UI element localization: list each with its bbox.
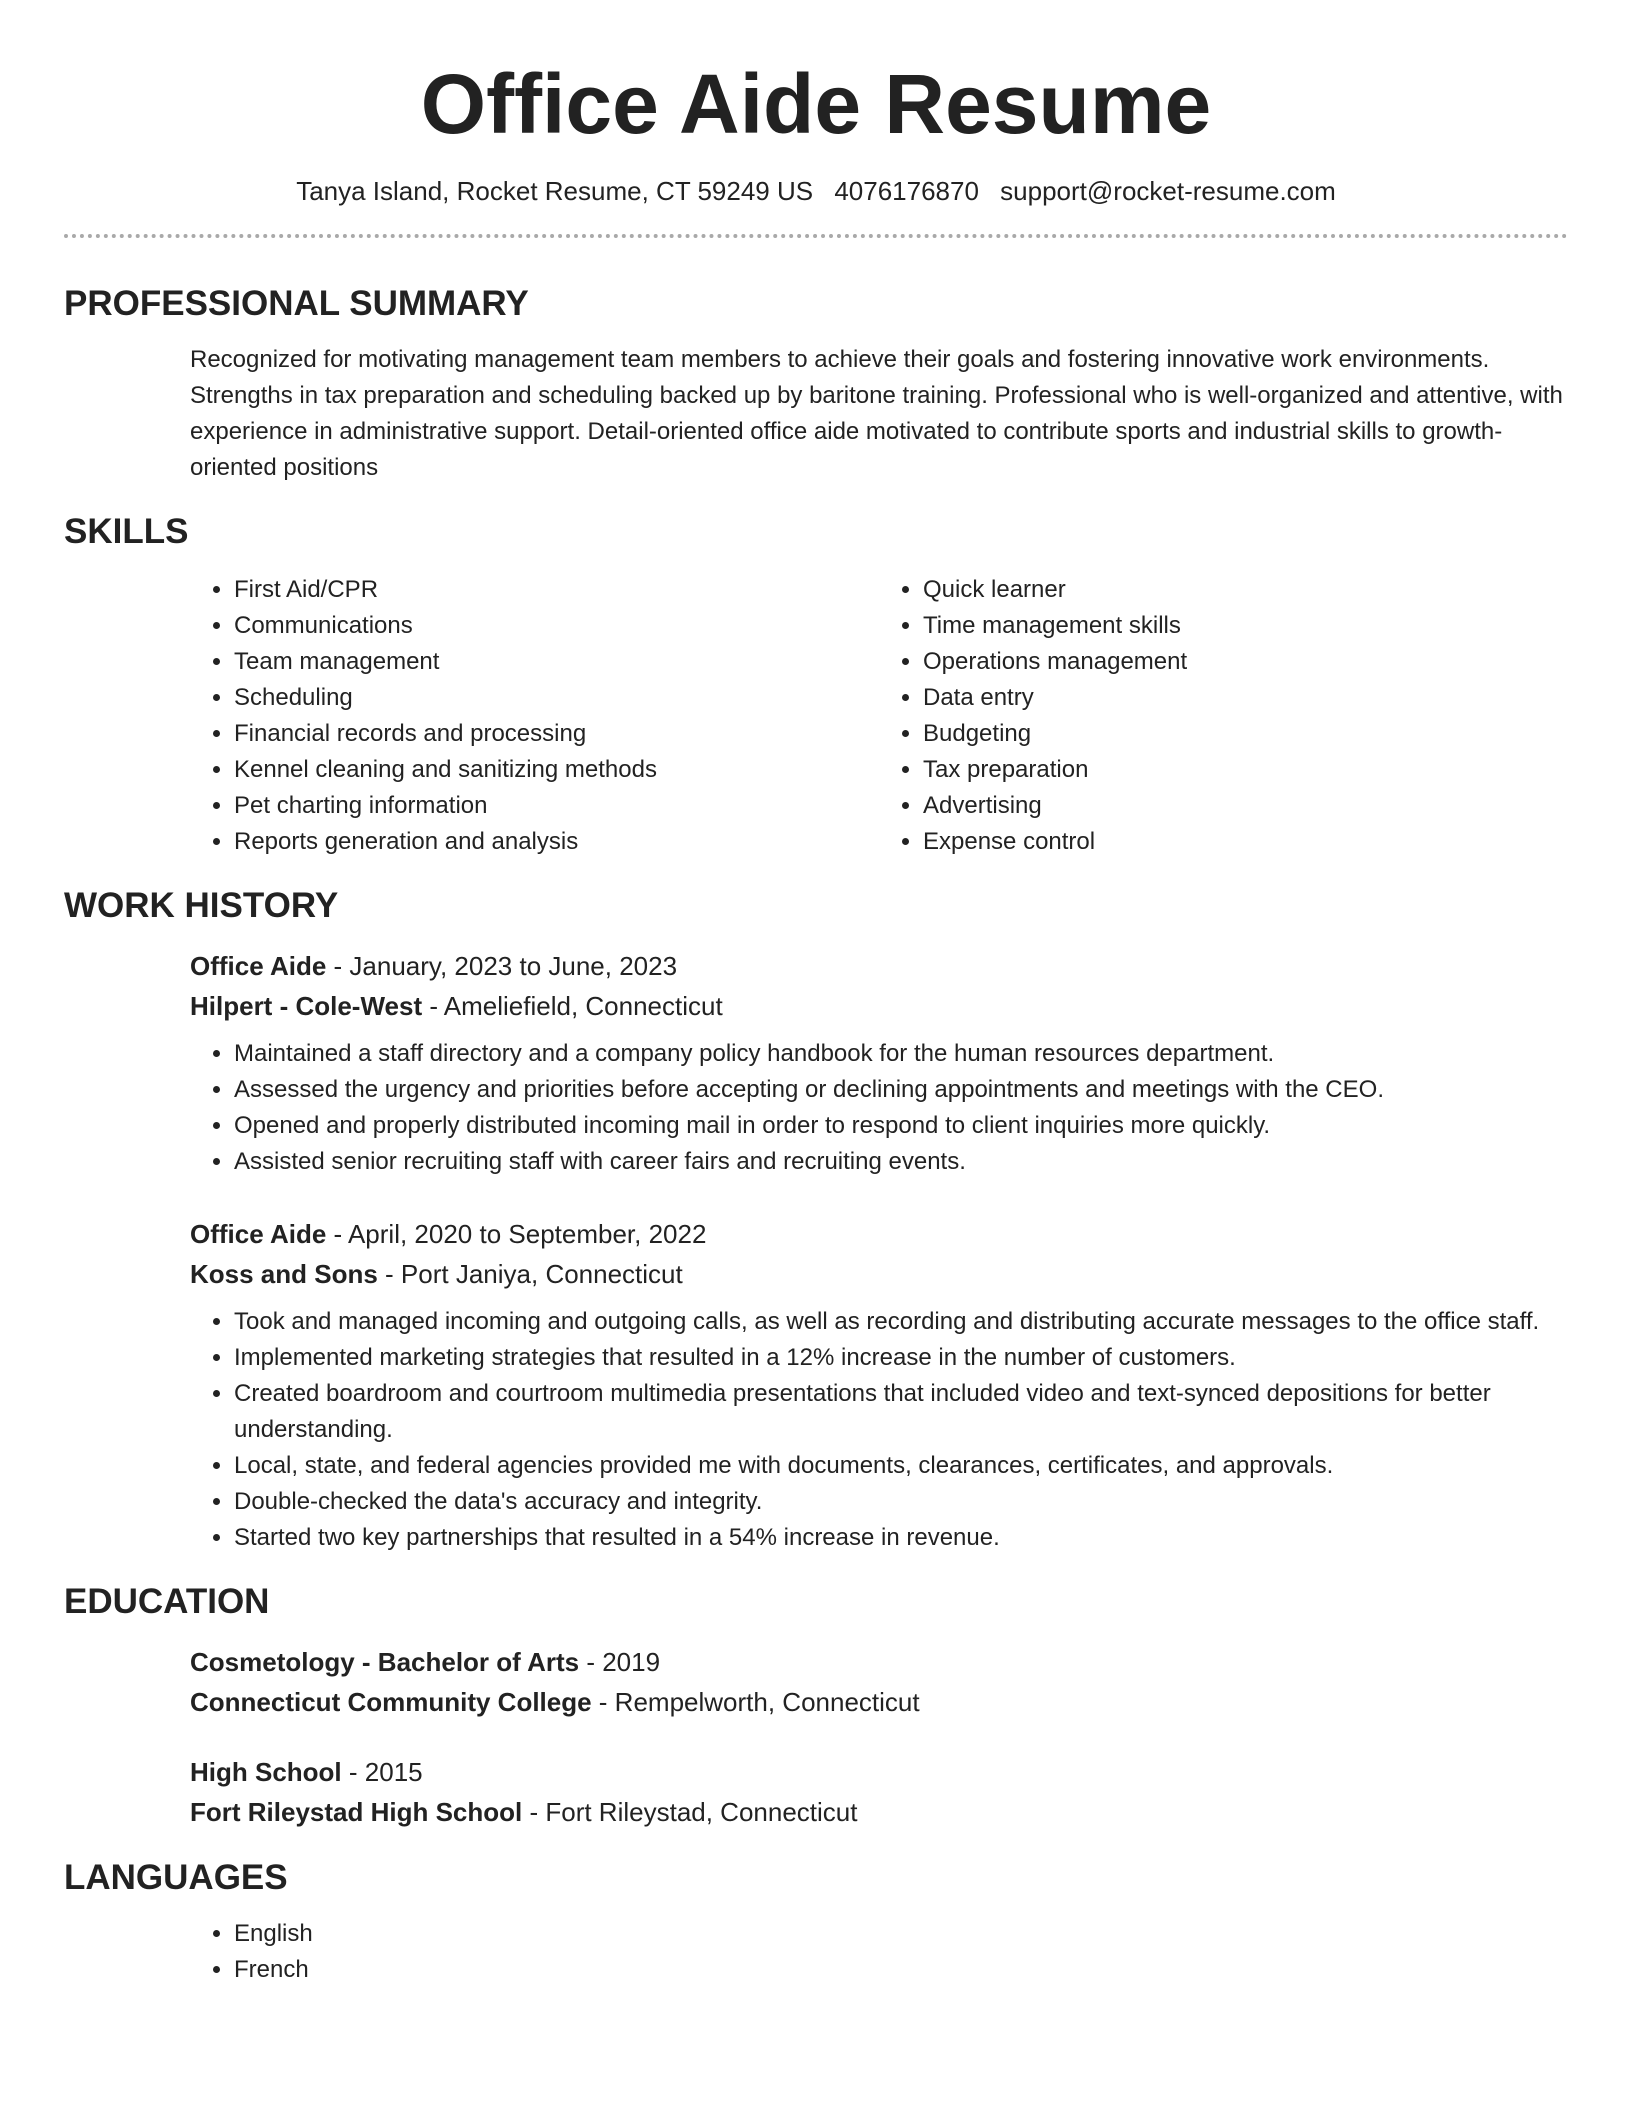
skill-item: • Advertising bbox=[923, 788, 1568, 824]
education-entry bbox=[190, 1752, 1568, 1832]
job-bullet: • Implemented marketing strategies that resulted in a 12% increase in the number of customers. bbox=[234, 1340, 1568, 1376]
education-degree: Cosmetology - Bachelor of Arts bbox=[190, 1647, 580, 1677]
job-location: - Ameliefield, Connecticut bbox=[422, 991, 723, 1021]
education-year: - 2015 bbox=[341, 1757, 423, 1787]
skill-item: • First Aid/CPR bbox=[234, 572, 879, 608]
work-history-heading: WORK HISTORY bbox=[64, 886, 339, 925]
job-location: - Port Janiya, Connecticut bbox=[377, 1259, 683, 1289]
skills-column-left bbox=[190, 572, 879, 860]
skill-item: • Budgeting bbox=[923, 716, 1568, 752]
contact-address: Tanya Island, Rocket Resume, CT 59249 US bbox=[296, 176, 814, 206]
skill-item: • Financial records and processing bbox=[234, 716, 879, 752]
education-degree-line bbox=[190, 1752, 1568, 1792]
education-year: - 2019 bbox=[579, 1647, 661, 1677]
contact-line bbox=[64, 174, 1568, 208]
job-bullet: • Assisted senior recruiting staff with career fairs and recruiting events. bbox=[234, 1144, 1568, 1180]
job-title-line bbox=[190, 1214, 1568, 1254]
education-school: Fort Rileystad High School bbox=[190, 1797, 523, 1827]
header-divider bbox=[64, 234, 1568, 238]
job-dates: - January, 2023 to June, 2023 bbox=[326, 951, 678, 981]
education-degree: High School bbox=[190, 1757, 342, 1787]
job-bullet: • Started two key partnerships that resulted in a 54% increase in revenue. bbox=[234, 1520, 1568, 1556]
skill-item: • Expense control bbox=[923, 824, 1568, 860]
education-school-line bbox=[190, 1682, 1568, 1722]
languages-heading: LANGUAGES bbox=[64, 1858, 288, 1897]
contact-email: support@rocket-resume.com bbox=[1000, 176, 1336, 206]
skills-column-right bbox=[879, 572, 1568, 860]
skill-item: • Team management bbox=[234, 644, 879, 680]
job-entry bbox=[190, 946, 1568, 1180]
job-dates: - April, 2020 to September, 2022 bbox=[326, 1219, 707, 1249]
education-entry bbox=[190, 1642, 1568, 1722]
skill-item: • Operations management bbox=[923, 644, 1568, 680]
job-company-line bbox=[190, 1254, 1568, 1294]
job-company-line bbox=[190, 986, 1568, 1026]
skill-item: • Reports generation and analysis bbox=[234, 824, 879, 860]
language-item: • French bbox=[234, 1952, 1568, 1988]
education-school-line bbox=[190, 1792, 1568, 1832]
job-company: Hilpert - Cole-West bbox=[190, 991, 423, 1021]
job-title: Office Aide bbox=[190, 951, 327, 981]
skill-item: • Time management skills bbox=[923, 608, 1568, 644]
skill-item: • Scheduling bbox=[234, 680, 879, 716]
education-location: - Rempelworth, Connecticut bbox=[591, 1687, 920, 1717]
skill-item: • Kennel cleaning and sanitizing methods bbox=[234, 752, 879, 788]
job-bullets bbox=[190, 1304, 1568, 1556]
job-bullet: • Assessed the urgency and priorities before accepting or declining appointments and meetings with the CEO. bbox=[234, 1072, 1568, 1108]
job-title-line bbox=[190, 946, 1568, 986]
job-title: Office Aide bbox=[190, 1219, 327, 1249]
education-degree-line bbox=[190, 1642, 1568, 1682]
job-bullet: • Created boardroom and courtroom multimedia presentations that included video and text-synced depositions for better understanding. bbox=[234, 1376, 1568, 1448]
summary-heading: PROFESSIONAL SUMMARY bbox=[64, 284, 529, 323]
skill-item: • Pet charting information bbox=[234, 788, 879, 824]
job-bullet: • Opened and properly distributed incoming mail in order to respond to client inquiries more quickly. bbox=[234, 1108, 1568, 1144]
job-company: Koss and Sons bbox=[190, 1259, 378, 1289]
education-location: - Fort Rileystad, Connecticut bbox=[522, 1797, 858, 1827]
education-heading: EDUCATION bbox=[64, 1582, 270, 1621]
skill-item: • Data entry bbox=[923, 680, 1568, 716]
skills-list bbox=[190, 572, 1568, 860]
job-bullet: • Maintained a staff directory and a company policy handbook for the human resources department. bbox=[234, 1036, 1568, 1072]
job-bullets bbox=[190, 1036, 1568, 1180]
job-bullet: • Local, state, and federal agencies provided me with documents, clearances, certificates, and approvals. bbox=[234, 1448, 1568, 1484]
skill-item: • Communications bbox=[234, 608, 879, 644]
resume-title: Office Aide Resume bbox=[420, 57, 1212, 151]
job-bullet: • Took and managed incoming and outgoing calls, as well as recording and distributing accurate messages to the office staff. bbox=[234, 1304, 1568, 1340]
education-school: Connecticut Community College bbox=[190, 1687, 592, 1717]
summary-text: Recognized for motivating management team members to achieve their goals and fostering innovative work environments. Strengths in tax preparation and scheduling backed up by baritone training. Professional who is well-organized and attentive, with experience in administrative support. Detail-oriented office aide motivated to contribute sports and industrial skills to growth-oriented positions bbox=[190, 346, 1563, 481]
job-bullet: • Double-checked the data's accuracy and integrity. bbox=[234, 1484, 1568, 1520]
skill-item: • Tax preparation bbox=[923, 752, 1568, 788]
skill-item: • Quick learner bbox=[923, 572, 1568, 608]
contact-phone: 4076176870 bbox=[834, 176, 979, 206]
job-entry bbox=[190, 1214, 1568, 1556]
skills-heading: SKILLS bbox=[64, 512, 189, 551]
languages-list bbox=[190, 1916, 1568, 1988]
language-item: • English bbox=[234, 1916, 1568, 1952]
